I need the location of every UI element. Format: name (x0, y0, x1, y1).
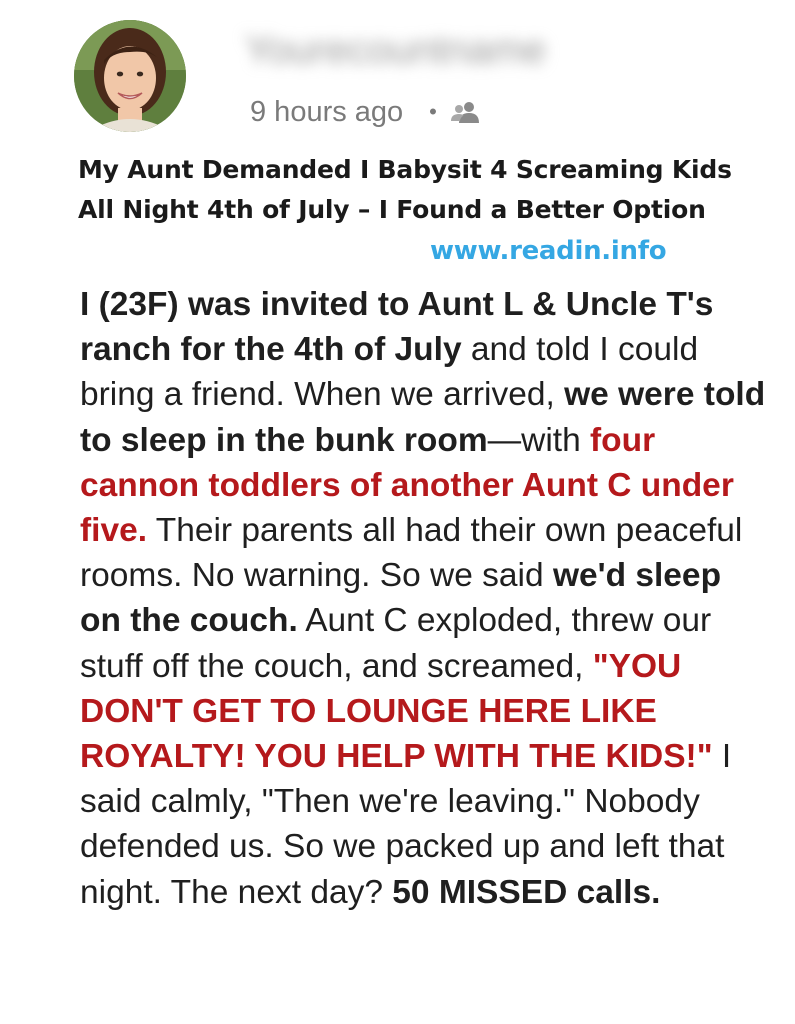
avatar[interactable] (74, 20, 186, 132)
friends-icon[interactable] (451, 101, 481, 123)
story-segment: —with (487, 421, 591, 459)
story-segment: we were told to sleep in the bunk room (80, 376, 766, 459)
meta-separator: • (429, 99, 437, 124)
story-segment: we'd sleep on the couch. (80, 557, 722, 640)
story-segment: I said calmly, "Then we're leaving." Nobody defended us. So we packed up and left that night. The next day? (80, 738, 732, 911)
story-segment: "YOU DON'T GET TO LOUNGE HERE LIKE ROYALTY! YOU HELP WITH THE KIDS!" (80, 647, 713, 776)
story-segment: and told I could bring a friend. When we arrived, (80, 331, 699, 414)
story-segment: four cannon toddlers of another Aunt C under five. (80, 421, 734, 550)
username[interactable]: Yourecountname (245, 28, 546, 72)
timestamp[interactable]: 9 hours ago (250, 95, 404, 128)
story-text (80, 282, 770, 915)
post-header (0, 0, 795, 140)
article-title: My Aunt Demanded I Babysit 4 Screaming Kids All Night 4th of July – I Found a Better Option (78, 155, 732, 224)
watermark: www.readin.info (430, 236, 667, 266)
story-segment: Their parents all had their own peaceful rooms. No warning. So we said (80, 512, 743, 595)
story-segment: I (23F) was invited to Aunt L & Uncle T's ranch for the 4th of July (80, 286, 714, 369)
post-meta (250, 92, 481, 132)
avatar-portrait-icon (74, 20, 186, 132)
story-segment: 50 MISSED calls. (392, 873, 661, 911)
story-segment: Aunt C exploded, threw our stuff off the couch, and screamed, (80, 602, 712, 685)
